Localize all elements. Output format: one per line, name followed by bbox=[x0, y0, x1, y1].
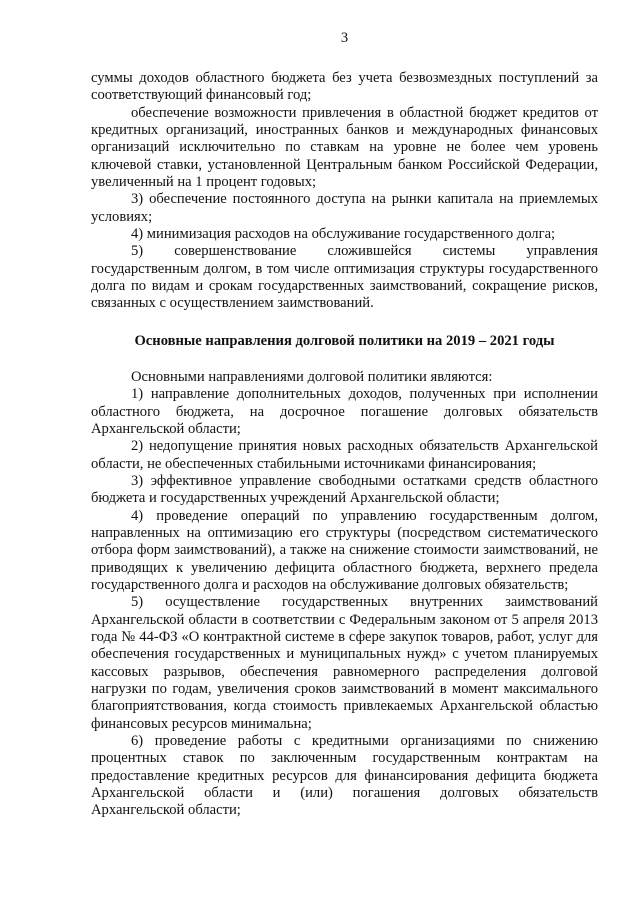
paragraph: 3) эффективное управление свободными остатками средств областного бюджета и государственных учреждений Архангельской области; bbox=[91, 472, 598, 507]
paragraph: 5) совершенствование сложившейся системы управления государственным долгом, в том числе оптимизация структуры государственного долга по видам и срокам государственных заимствований, сокращение рисков, связанных с осуществлением заимствований. bbox=[91, 243, 598, 312]
paragraph: 3) обеспечение постоянного доступа на рынки капитала на приемлемых условиях; bbox=[91, 191, 598, 225]
page-number: 3 bbox=[340, 30, 349, 46]
paragraph: 5) осуществление государственных внутренних заимствований Архангельской области в соответствии с Федеральным законом от 5 апреля 2013 года № 44-ФЗ «О контрактной системе в сфере закупок товаров, работ, услуг для обеспечения государственных и муниципальных нужд» с учетом планируемых кассовых разрывов, обеспечения равномерного распределения долговой нагрузки по годам, увеличения сроков заимствований в момент максимального благоприятствования, когда стоимость привлекаемых Архангельской областью финансовых ресурсов минимальна; bbox=[91, 594, 598, 732]
top-paragraphs bbox=[91, 70, 598, 313]
paragraph: обеспечение возможности привлечения в областной бюджет кредитов от кредитных организаций, иностранных банков и международных финансовых организаций исключительно по ставкам на уровне не более чем уровень ключевой ставки, установленной Центральным банком Российской Федерации, увеличенный на 1 процент годовых; bbox=[91, 104, 598, 191]
paragraph: суммы доходов областного бюджета без учета безвозмездных поступлений за соответствующий финансовый год; bbox=[91, 70, 598, 104]
paragraph: 2) недопущение принятия новых расходных обязательств Архангельской области, не обеспеченных стабильными источниками финансирования; bbox=[91, 438, 598, 472]
bottom-paragraphs bbox=[91, 369, 598, 820]
paragraph: Основными направлениями долговой политики являются: bbox=[131, 368, 493, 385]
paragraph: 6) проведение работы с кредитными организациями по снижению процентных ставок по заключенным государственным контрактам на предоставление кредитных ресурсов для финансирования дефицита бюджета Архангельской области и (или) погашения долговых обязательств Архангельской области; bbox=[91, 733, 598, 819]
section-heading: Основные направления долговой политики на 2019 – 2021 годы bbox=[134, 332, 555, 349]
paragraph: 4) минимизация расходов на обслуживание государственного долга; bbox=[131, 226, 556, 243]
paragraph: 1) направление дополнительных доходов, полученных при исполнении областного бюджета, на досрочное погашение долговых обязательств Архангельской области; bbox=[91, 386, 598, 437]
document-page bbox=[91, 30, 598, 820]
paragraph: 4) проведение операций по управлению государственным долгом, направленных на оптимизацию его структуры (посредством систематического отбора форм заимствований), а также на снижение стоимости заимствований, не приводящих к увеличению дефицита областного бюджета, верхнего предела государственного долга и расходов на обслуживание долговых обязательств; bbox=[91, 507, 598, 593]
